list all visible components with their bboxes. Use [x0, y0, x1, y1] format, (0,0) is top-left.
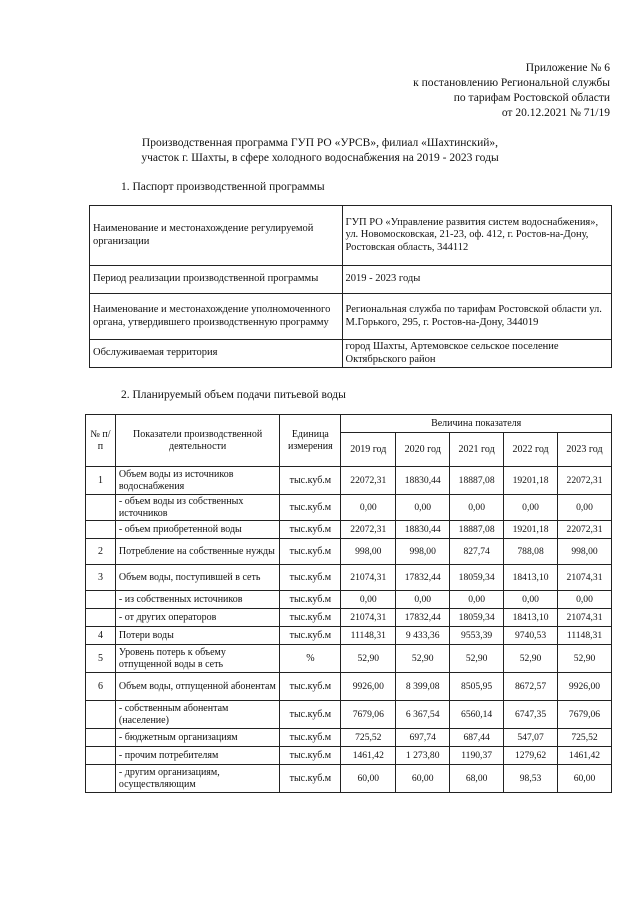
row-indicator: - объем воды из собственных источников — [115, 495, 279, 521]
table-row — [90, 294, 612, 340]
row-value: 0,00 — [450, 591, 504, 609]
row-value: 21074,31 — [341, 565, 396, 591]
row-value: 60,00 — [341, 765, 396, 793]
row-value: 998,00 — [341, 539, 396, 565]
table-row — [90, 340, 612, 368]
row-number: 1 — [86, 467, 116, 495]
row-unit: тыс.куб.м — [280, 539, 341, 565]
row-indicator: - от других операторов — [115, 609, 279, 627]
row-indicator: Объем воды, поступившей в сеть — [115, 565, 279, 591]
row-value: 998,00 — [396, 539, 450, 565]
table-row — [86, 591, 612, 609]
row-value: 11148,31 — [558, 627, 612, 645]
row-value: 725,52 — [558, 729, 612, 747]
row-value: 18887,08 — [450, 467, 504, 495]
row-unit: тыс.куб.м — [280, 467, 341, 495]
passport-value: 2019 - 2023 годы — [342, 266, 611, 294]
row-value: 6560,14 — [450, 701, 504, 729]
title-line: участок г. Шахты, в сфере холодного водоснабжения на 2019 - 2023 годы — [141, 152, 499, 164]
row-value: 9553,39 — [450, 627, 504, 645]
header-number: № п/п — [86, 415, 116, 467]
row-value: 18413,10 — [504, 609, 558, 627]
table-row — [86, 627, 612, 645]
row-value: 0,00 — [558, 591, 612, 609]
water-volume-table — [85, 414, 612, 793]
header-year: 2023 год — [558, 433, 612, 467]
row-unit: тыс.куб.м — [280, 565, 341, 591]
row-value: 68,00 — [450, 765, 504, 793]
table-row — [86, 609, 612, 627]
row-value: 7679,06 — [341, 701, 396, 729]
header-year: 2019 год — [341, 433, 396, 467]
appendix-line: по тарифам Ростовской области — [453, 92, 610, 104]
title-line: Производственная программа ГУП РО «УРСВ», филиал «Шахтинский», — [141, 137, 499, 149]
row-value: 788,08 — [504, 539, 558, 565]
row-indicator: Потребление на собственные нужды — [115, 539, 279, 565]
row-value: 19201,18 — [504, 521, 558, 539]
table-header-row — [86, 415, 612, 433]
row-number — [86, 609, 116, 627]
row-value: 725,52 — [341, 729, 396, 747]
row-unit: тыс.куб.м — [280, 765, 341, 793]
table-row — [90, 206, 612, 266]
table-row — [86, 645, 612, 673]
row-number: 3 — [86, 565, 116, 591]
row-number — [86, 701, 116, 729]
row-indicator: Уровень потерь к объему отпущенной воды в сеть — [115, 645, 279, 673]
row-value: 22072,31 — [558, 467, 612, 495]
row-value: 0,00 — [396, 591, 450, 609]
row-unit: тыс.куб.м — [280, 495, 341, 521]
row-value: 8505,95 — [450, 673, 504, 701]
row-value: 21074,31 — [341, 609, 396, 627]
row-value: 0,00 — [450, 495, 504, 521]
row-indicator: - бюджетным организациям — [115, 729, 279, 747]
row-value: 547,07 — [504, 729, 558, 747]
row-value: 18413,10 — [504, 565, 558, 591]
row-number: 2 — [86, 539, 116, 565]
row-number — [86, 729, 116, 747]
row-value: 9926,00 — [558, 673, 612, 701]
table-row — [86, 495, 612, 521]
row-value: 52,90 — [450, 645, 504, 673]
table-row — [86, 765, 612, 793]
appendix-header — [413, 61, 610, 121]
row-value: 9926,00 — [341, 673, 396, 701]
row-value: 98,53 — [504, 765, 558, 793]
row-value: 8672,57 — [504, 673, 558, 701]
row-unit: тыс.куб.м — [280, 591, 341, 609]
row-unit: % — [280, 645, 341, 673]
row-value: 998,00 — [558, 539, 612, 565]
header-year: 2021 год — [450, 433, 504, 467]
row-value: 18830,44 — [396, 467, 450, 495]
table-row — [90, 266, 612, 294]
row-unit: тыс.куб.м — [280, 521, 341, 539]
row-value: 8 399,08 — [396, 673, 450, 701]
row-number: 4 — [86, 627, 116, 645]
row-indicator: Потери воды — [115, 627, 279, 645]
row-value: 60,00 — [396, 765, 450, 793]
header-value: Величина показателя — [341, 415, 612, 433]
row-indicator: Объем воды, отпущенной абонентам — [115, 673, 279, 701]
row-value: 9740,53 — [504, 627, 558, 645]
row-value: 22072,31 — [341, 521, 396, 539]
row-unit: тыс.куб.м — [280, 673, 341, 701]
row-value: 18830,44 — [396, 521, 450, 539]
table-row — [86, 565, 612, 591]
row-value: 52,90 — [504, 645, 558, 673]
row-value: 18059,34 — [450, 565, 504, 591]
row-value: 0,00 — [504, 591, 558, 609]
section-heading-volume: 2. Планируемый объем подачи питьевой воды — [121, 389, 346, 401]
header-year: 2020 год — [396, 433, 450, 467]
row-value: 1190,37 — [450, 747, 504, 765]
row-number: 6 — [86, 673, 116, 701]
row-unit: тыс.куб.м — [280, 609, 341, 627]
row-unit: тыс.куб.м — [280, 747, 341, 765]
table-row — [86, 701, 612, 729]
appendix-line: от 20.12.2021 № 71/19 — [501, 107, 610, 119]
header-year: 2022 год — [504, 433, 558, 467]
table-row — [86, 539, 612, 565]
row-value: 18887,08 — [450, 521, 504, 539]
passport-label: Период реализации производственной программы — [90, 266, 343, 294]
row-indicator: - прочим потребителям — [115, 747, 279, 765]
row-value: 1 273,80 — [396, 747, 450, 765]
appendix-line: к постановлению Региональной службы — [413, 77, 610, 89]
row-unit: тыс.куб.м — [280, 627, 341, 645]
passport-value: ГУП РО «Управление развития систем водоснабжения», ул. Новомосковская, 21-23, оф. 412, г. Ростов-на-Дону, Ростовская область, 344112 — [342, 206, 611, 266]
row-value: 17832,44 — [396, 609, 450, 627]
row-value: 0,00 — [341, 591, 396, 609]
row-number — [86, 591, 116, 609]
row-value: 60,00 — [558, 765, 612, 793]
row-value: 0,00 — [504, 495, 558, 521]
row-number: 5 — [86, 645, 116, 673]
row-value: 21074,31 — [558, 609, 612, 627]
row-value: 1279,62 — [504, 747, 558, 765]
row-value: 18059,34 — [450, 609, 504, 627]
passport-label: Наименование и местонахождение уполномоченного органа, утвердившего производственную программу — [90, 294, 343, 340]
row-value: 1461,42 — [341, 747, 396, 765]
row-value: 6747,35 — [504, 701, 558, 729]
row-value: 21074,31 — [558, 565, 612, 591]
row-value: 0,00 — [396, 495, 450, 521]
row-value: 22072,31 — [558, 521, 612, 539]
table-row — [86, 747, 612, 765]
passport-value: город Шахты, Артемовское сельское поселение Октябрьского район — [342, 340, 611, 368]
row-indicator: - объем приобретенной воды — [115, 521, 279, 539]
section-heading-passport: 1. Паспорт производственной программы — [121, 181, 325, 193]
row-value: 52,90 — [396, 645, 450, 673]
passport-label: Обслуживаемая территория — [90, 340, 343, 368]
row-value: 697,74 — [396, 729, 450, 747]
row-value: 0,00 — [558, 495, 612, 521]
row-value: 7679,06 — [558, 701, 612, 729]
row-value: 17832,44 — [396, 565, 450, 591]
row-value: 0,00 — [341, 495, 396, 521]
row-value: 687,44 — [450, 729, 504, 747]
row-value: 827,74 — [450, 539, 504, 565]
header-unit: Единица измерения — [280, 415, 341, 467]
table-row — [86, 729, 612, 747]
table-row — [86, 467, 612, 495]
row-value: 52,90 — [558, 645, 612, 673]
row-number — [86, 521, 116, 539]
row-unit: тыс.куб.м — [280, 729, 341, 747]
passport-table — [89, 205, 612, 368]
row-value: 22072,31 — [341, 467, 396, 495]
row-value: 9 433,36 — [396, 627, 450, 645]
row-number — [86, 747, 116, 765]
row-unit: тыс.куб.м — [280, 701, 341, 729]
row-value: 6 367,54 — [396, 701, 450, 729]
table-row — [86, 673, 612, 701]
row-value: 11148,31 — [341, 627, 396, 645]
row-value: 52,90 — [341, 645, 396, 673]
row-indicator: - другим организациям, осуществляющим — [115, 765, 279, 793]
document-title — [0, 136, 640, 166]
row-value: 19201,18 — [504, 467, 558, 495]
row-indicator: Объем воды из источников водоснабжения — [115, 467, 279, 495]
appendix-line: Приложение № 6 — [525, 62, 610, 74]
row-number — [86, 765, 116, 793]
row-indicator: - из собственных источников — [115, 591, 279, 609]
passport-label: Наименование и местонахождение регулируемой организации — [90, 206, 343, 266]
row-value: 1461,42 — [558, 747, 612, 765]
row-number — [86, 495, 116, 521]
row-indicator: - собственным абонентам (население) — [115, 701, 279, 729]
table-row — [86, 521, 612, 539]
passport-value: Региональная служба по тарифам Ростовской области ул. М.Горького, 295, г. Ростов-на-Дону, 344019 — [342, 294, 611, 340]
header-indicator: Показатели производственной деятельности — [115, 415, 279, 467]
